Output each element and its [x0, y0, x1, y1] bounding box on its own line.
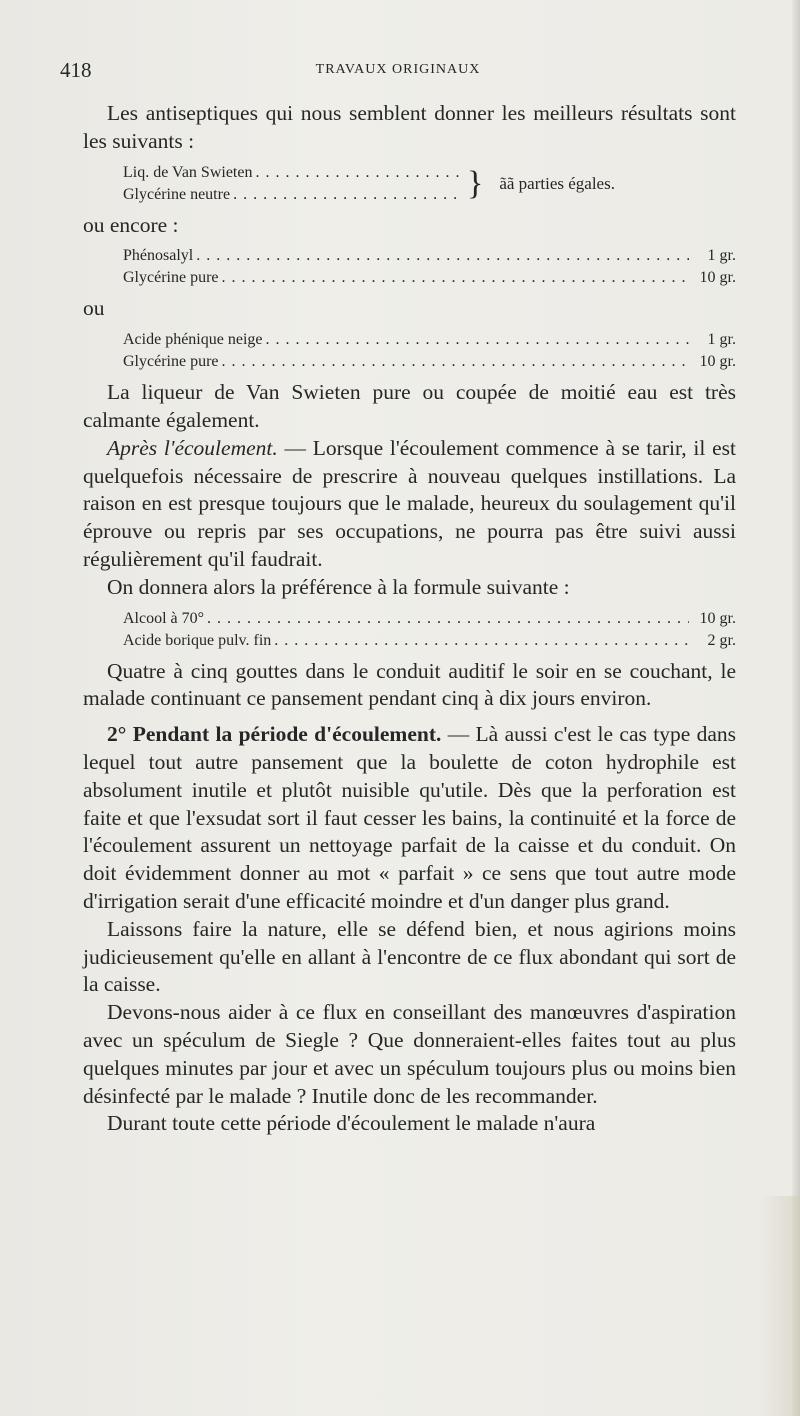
formula-1-row	[123, 162, 463, 184]
equal-parts-note: ãã parties égales.	[499, 173, 615, 193]
leader-dots	[196, 245, 689, 267]
brace: }	[467, 164, 484, 202]
ingredient-qty: 10 gr.	[699, 353, 736, 371]
ingredient-qty: 1 gr.	[707, 247, 736, 265]
formula-3	[123, 329, 736, 373]
formula-1-row	[123, 184, 463, 206]
ingredient-qty: 10 gr.	[699, 609, 736, 627]
ingredient-qty: 1 gr.	[707, 331, 736, 349]
formula-4-row	[123, 608, 736, 630]
paragraph-nature: Laissons faire la nature, elle se défend bien, et nous agirions moins judicieusement qu'elle en allant à l'encontre de ce flux abondant qui sort de la caisse.	[83, 916, 736, 997]
leader-dots	[255, 162, 460, 184]
page-header	[60, 58, 736, 84]
ingredient-name: Glycérine pure	[123, 269, 219, 287]
formula-1	[123, 162, 736, 206]
paragraph-formula-intro: On donnera alors la préférence à la formule suivante :	[107, 574, 570, 599]
paragraph-van-swieten: La liqueur de Van Swieten pure ou coupée de moitié eau est très calmante également.	[83, 380, 736, 432]
ingredient-name: Glycérine pure	[123, 353, 219, 371]
page-body	[83, 100, 736, 1138]
ingredient-name: Acide borique pulv. fin	[123, 631, 272, 649]
paragraph-dosage: Quatre à cinq gouttes dans le conduit auditif le soir en se couchant, le malade continuant ce pansement pendant cinq à dix jours environ.	[83, 658, 736, 711]
formula-3-row	[123, 329, 736, 351]
section-title-apres: Après l'écoulement.	[107, 435, 278, 460]
page-number: 418	[60, 58, 92, 82]
ingredient-name: Glycérine neutre	[123, 185, 231, 203]
ingredient-qty: 10 gr.	[699, 269, 736, 287]
formula-2	[123, 245, 736, 289]
page-stain	[760, 1196, 800, 1416]
ingredient-name: Acide phénique neige	[123, 331, 263, 349]
formula-3-row	[123, 351, 736, 373]
running-title: TRAVAUX ORIGINAUX	[315, 62, 481, 77]
paragraph-aspiration: Devons-nous aider à ce flux en conseillant des manœuvres d'aspiration avec un spéculum de Siegle ? Que donneraient-elles faites tout au plus quelques minutes par jour et avec un spéculum toujours plus ou moins bien désinfecté par le malade ? Inutile donc de les recommander.	[83, 1000, 736, 1108]
paragraph-periode-ecoulement	[83, 721, 736, 916]
ingredient-name: Liq. de Van Swieten	[123, 163, 253, 181]
connector-ou-encore: ou encore :	[83, 212, 179, 237]
formula-2-row	[123, 267, 736, 289]
formula-2-row	[123, 245, 736, 267]
leader-dots	[222, 267, 689, 289]
formula-4	[123, 608, 736, 652]
leader-dots	[274, 630, 689, 652]
paragraph-last: Durant toute cette période d'écoulement le malade n'aura	[107, 1111, 596, 1136]
section-title-periode: 2° Pendant la période d'écoulement.	[107, 722, 442, 747]
connector-ou: ou	[83, 296, 105, 321]
formula-1-items	[123, 162, 489, 206]
leader-dots	[222, 351, 689, 373]
ingredient-qty: 2 gr.	[707, 631, 736, 649]
leader-dots	[207, 608, 689, 630]
leader-dots	[266, 329, 690, 351]
ingredient-name: Phénosalyl	[123, 247, 194, 265]
paragraph-apres-ecoulement	[83, 435, 736, 574]
section-text-apres: — Lorsque l'écoulement commence à se tarir, il est quelquefois nécessaire de prescrire à nouveau quelques instillations. La raison en est presque toujours que le malade, heureux du soulagement qu'il éprouve ou repris par ses occupations, ne pourra pas être suivi aussi régulièrement qu'il faudrait.	[83, 435, 736, 571]
leader-dots	[233, 184, 460, 206]
intro-paragraph: Les antiseptiques qui nous semblent donner les meilleurs résultats sont les suivants :	[83, 101, 736, 153]
section-text-periode: — Là aussi c'est le cas type dans lequel tout autre pansement que la boulette de coton hydrophile est absolument inutile et plutôt nuisible qu'utile. Dès que la perforation est faite et que l'exsudat sort il faut cesser les bains, la continuité et la force de l'écoulement assurent un nettoyage parfait de la caisse et du conduit. On doit évidemment donner au mot « parfait » ce sens que tout autre mode d'irrigation serait d'une efficacité moindre et d'un danger plus grand.	[83, 722, 736, 913]
formula-4-row	[123, 630, 736, 652]
ingredient-name: Alcool à 70°	[123, 609, 205, 627]
